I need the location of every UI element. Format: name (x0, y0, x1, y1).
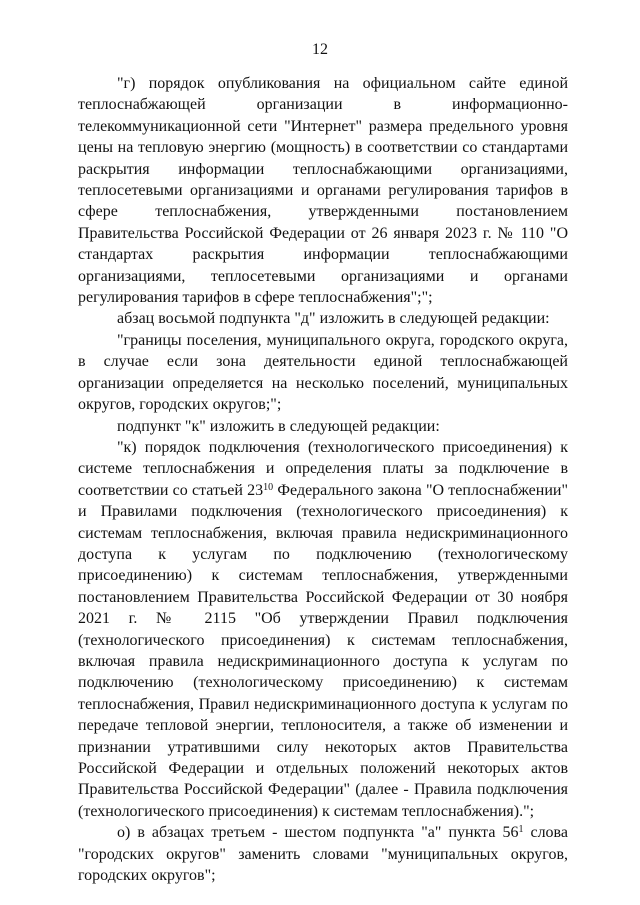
paragraph-subpoint-k (78, 437, 568, 822)
paragraph-text: слова "городских округов" заменить словами "муниципальных округов, городских округов"; (78, 824, 568, 885)
superscript-point-index: 1 (518, 824, 524, 836)
page-number: 12 (312, 41, 328, 58)
paragraph-text: Федерального закона "О теплоснабжении" и Правилами подключения (технологического присоединения) к системам теплоснабжения, включая правила недискриминационного доступа к услугам по подключению (технологическому присоединению) к системам теплоснабжения, утвержденными постановлением Правительства Российской Федерации от 30 ноября 2021 г. № 2115 "Об утверждении Правил подключения (технологического присоединения) к системам теплоснабжения, включая правила недискриминационного доступа к услугам по подключению (технологическому присоединению) к системам теплоснабжения, Правил недискриминационного доступа к услугам по передаче тепловой энергии, теплоносителя, а также об изменении и признании утратившими силу некоторых актов Правительства Российской Федерации и отдельных положений некоторых актов Правительства Российской Федерации" (далее - Правила подключения (технологического присоединения) к системам теплоснабжения)."; (78, 481, 569, 820)
paragraph-instruction-d: абзац восьмой подпункта "д" изложить в следующей редакции: (117, 310, 550, 328)
superscript-article-index: 10 (263, 481, 274, 493)
paragraph-settlement-borders: "границы поселения, муниципального округа, городского округа, в случае если зона деятельности единой теплоснабжающей организации определяется на несколько поселений, муниципальных округов, городских округов;"; (78, 331, 568, 414)
paragraph-text: "к) порядок подключения (технологического присоединения) к системе теплоснабжения и определения платы за подключение в соответствии со статьей 23 (78, 438, 568, 499)
paragraph-text: о) в абзацах третьем - шестом подпункта "а" пункта 56 (117, 824, 519, 842)
paragraph-subpoint-o (78, 822, 568, 886)
paragraph-subpoint-g: "г) порядок опубликования на официальном сайте единой теплоснабжающей организации в информационно-телекоммуникационной сети "Интернет" размера предельного уровня цены на тепловую энергию (мощность) в соответствии со стандартами раскрытия информации теплоснабжающими организациями, теплосетевыми организациями и органами регулирования тарифов в сфере теплоснабжения, утвержденными постановлением Правительства Российской Федерации от 26 января 2023 г. № 110 "О стандартах раскрытия информации теплоснабжающими организациями, теплосетевыми организациями и органами регулирования тарифов в сфере теплоснабжения";"; (78, 75, 568, 307)
document-body (78, 73, 568, 886)
paragraph-instruction-k: подпункт "к" изложить в следующей редакции: (117, 417, 440, 435)
